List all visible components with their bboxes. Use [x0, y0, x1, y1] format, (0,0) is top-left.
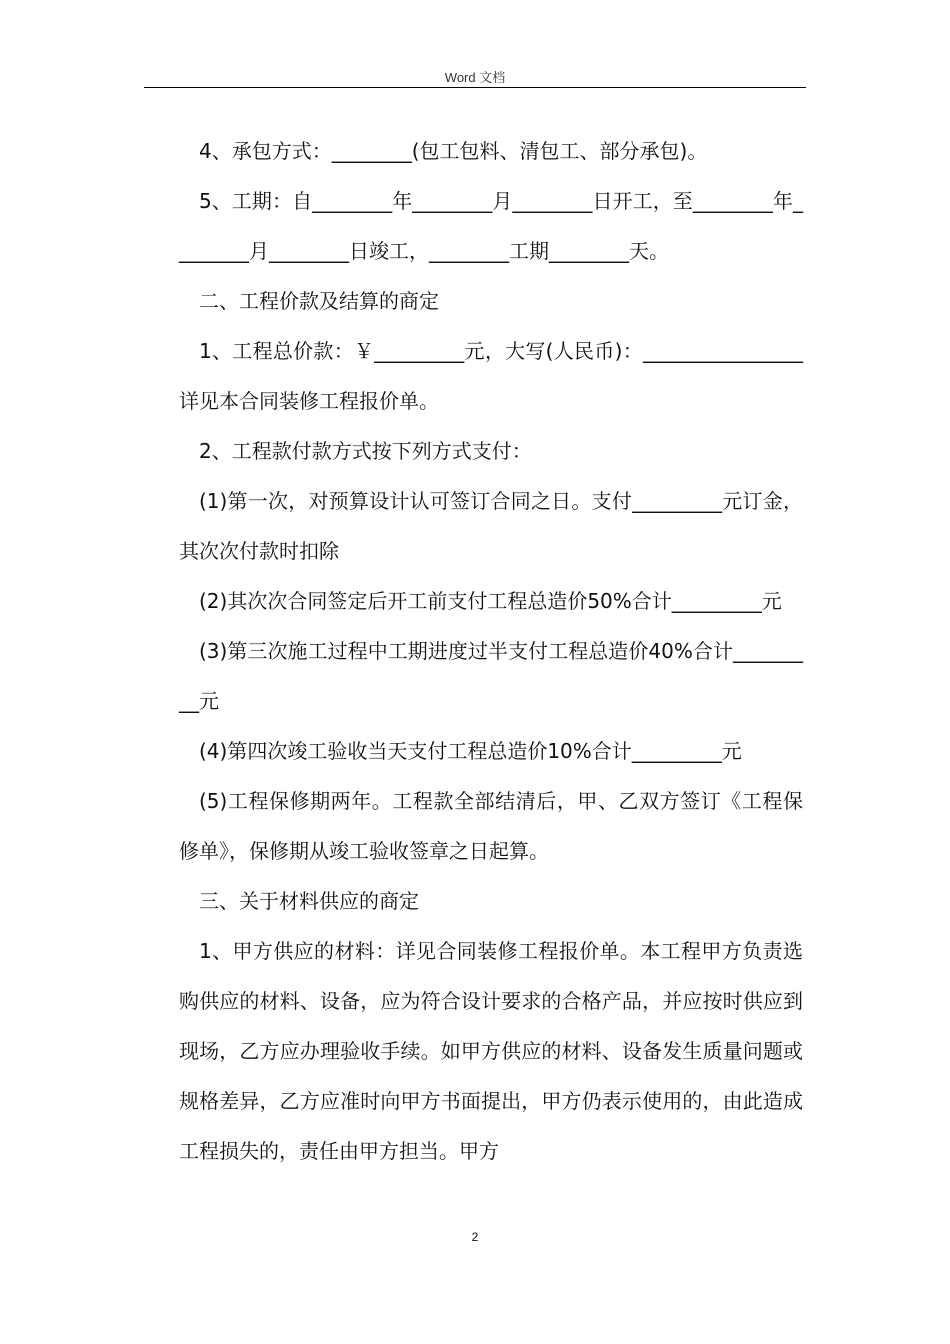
header-title: Word 文档 — [444, 70, 506, 85]
paragraph-materials-supply: 1、甲方供应的材料：详见合同装修工程报价单。本工程甲方负责选购供应的材料、设备，应为符合设计要求的合格产品，并应按时供应到现场，乙方应办理验收手续。如甲方供应的材料、设备发生质量问题或规格差异，乙方应准时向甲方书面提出，甲方仍表示使用的，由此造成工程损失的，责任由甲方担当。甲方 — [179, 939, 803, 1163]
paragraph-contract-method: 4、承包方式：________(包工包料、清包工、部分承包)。 — [199, 139, 708, 163]
section-heading-materials: 三、关于材料供应的商定 — [199, 889, 419, 913]
paragraph-payment-4: (4)第四次竣工验收当天支付工程总造价10%合计_________元 — [199, 739, 742, 763]
paragraph-payment-3: (3)第三次施工过程中工期进度过半支付工程总造价40%合计_________元 — [179, 639, 803, 713]
paragraph-payment-2: (2)其次次合同签定后开工前支付工程总造价50%合计_________元 — [199, 589, 782, 613]
paragraph-payment-method: 2、工程款付款方式按下列方式支付： — [199, 439, 532, 463]
section-heading-price: 二、工程价款及结算的商定 — [199, 289, 439, 313]
document-body — [179, 126, 803, 1176]
paragraph-warranty: (5)工程保修期两年。工程款全部结清后，甲、乙双方签订《工程保修单》，保修期从竣工验收签章之日起算。 — [179, 789, 803, 863]
paragraph-total-price: 1、工程总价款：￥_________元，大写(人民币)：________________详见本合同装修工程报价单。 — [179, 339, 803, 413]
paragraph-schedule: 5、工期：自________年________月________日开工，至________年________月________日竣工，________工期________天。 — [179, 189, 803, 263]
page-number: 2 — [471, 1230, 479, 1244]
header-divider — [144, 87, 806, 88]
paragraph-payment-1: (1)第一次，对预算设计认可签订合同之日。支付_________元订金，其次次付款时扣除 — [179, 489, 803, 563]
